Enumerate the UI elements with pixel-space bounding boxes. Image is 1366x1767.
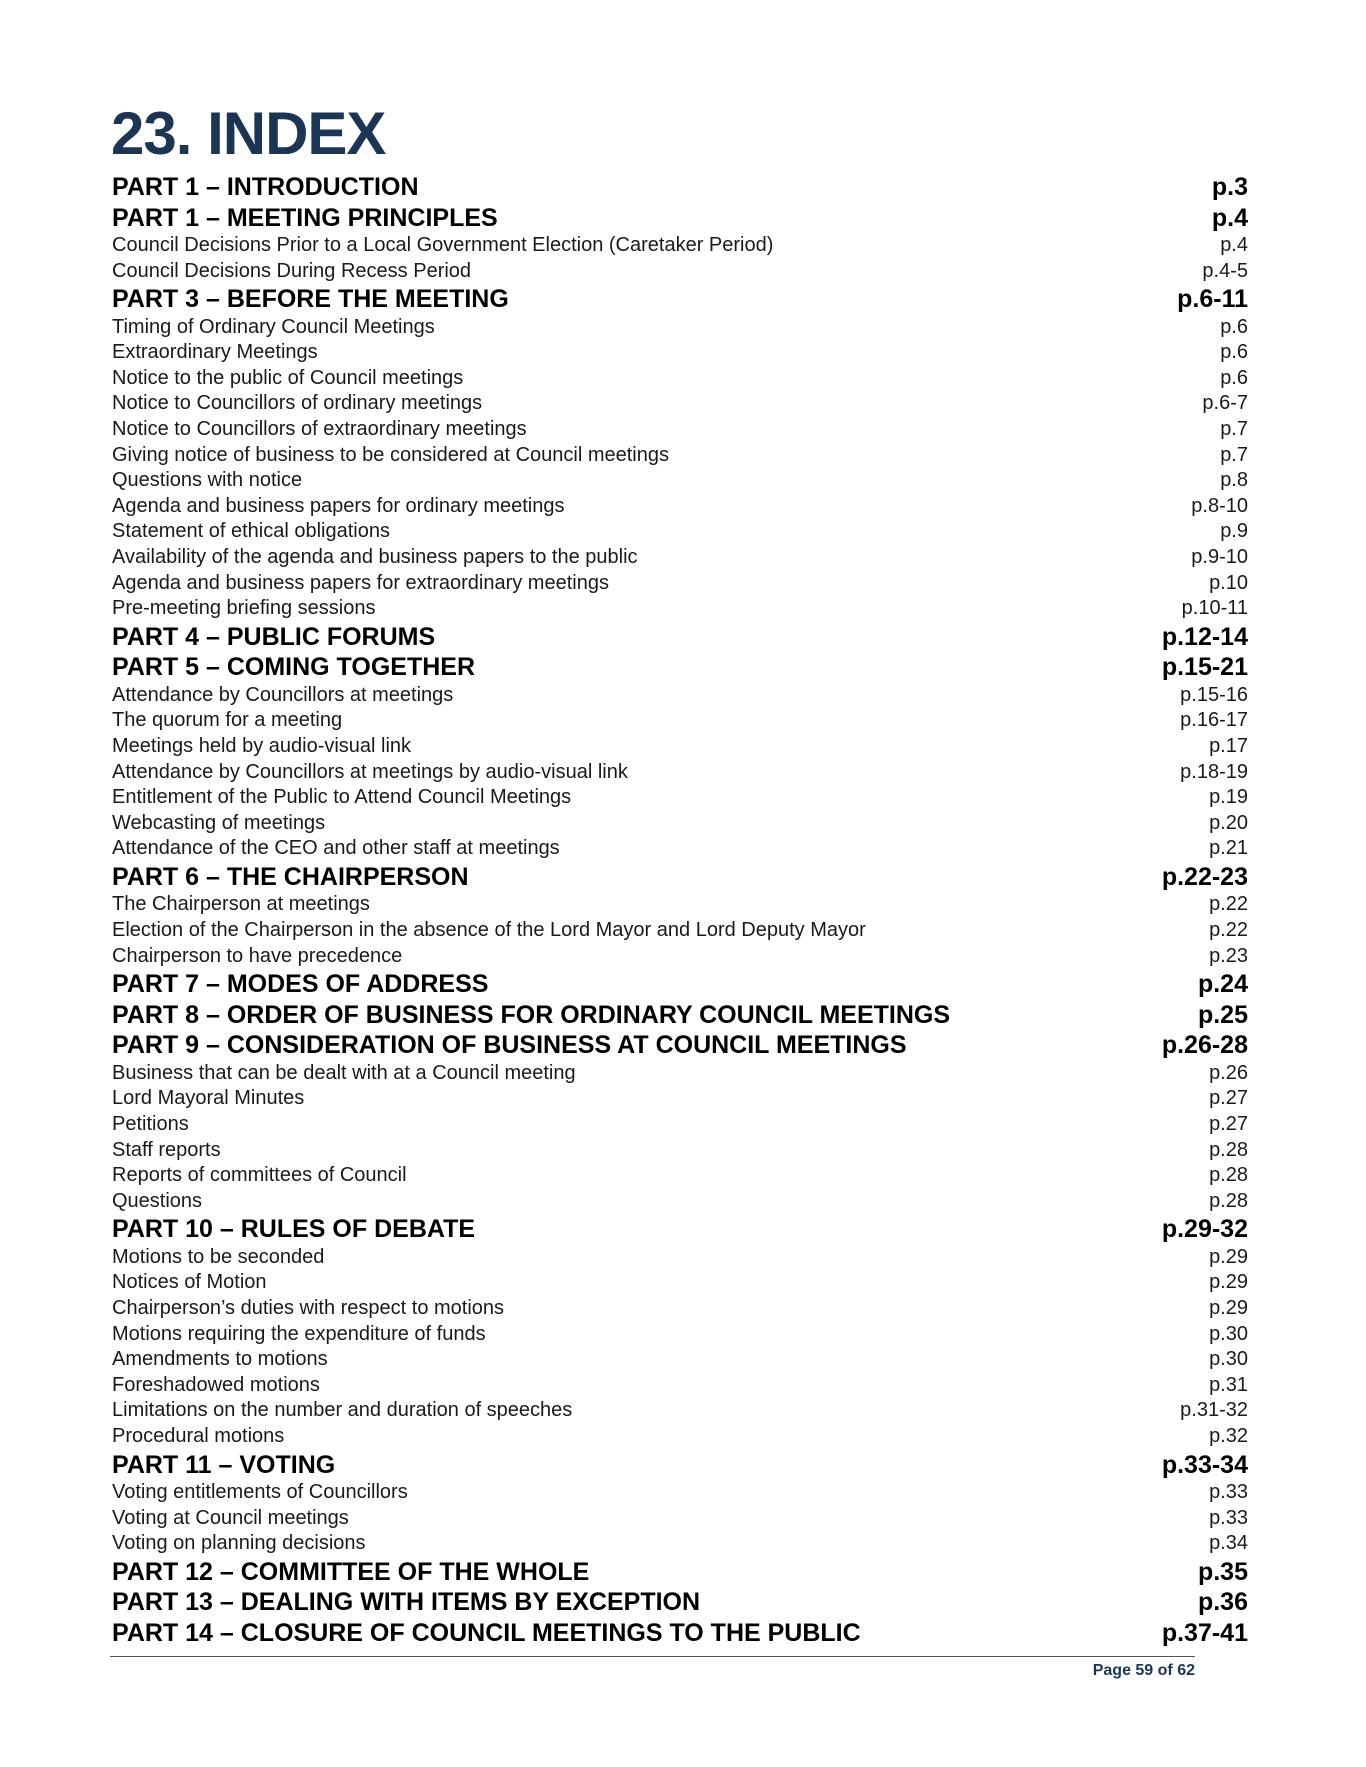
page-reference: p.29 — [1209, 1297, 1248, 1319]
entry-title: Notice to Councillors of extraordinary meetings — [112, 418, 527, 441]
index-section-heading — [112, 1587, 1248, 1618]
entry-title: Giving notice of business to be considered at Council meetings — [112, 443, 669, 466]
page-reference: p.8-10 — [1191, 494, 1248, 517]
index-entry — [112, 918, 1248, 944]
entry-title: Limitations on the number and duration of speeches — [112, 1399, 573, 1422]
index-section-heading — [112, 203, 1248, 234]
page-reference: p.30 — [1209, 1348, 1248, 1371]
index-section-heading — [112, 1000, 1248, 1031]
index-entry — [112, 785, 1248, 811]
page-reference: p.26 — [1209, 1061, 1248, 1084]
section-title: PART 7 – MODES OF ADDRESS — [112, 970, 489, 999]
entry-title: Attendance by Councillors at meetings — [112, 683, 454, 706]
section-title: PART 4 – PUBLIC FORUMS — [112, 622, 436, 651]
index-list — [112, 172, 1248, 1648]
entry-title: Council Decisions Prior to a Local Government Election (Caretaker Period) — [112, 234, 774, 256]
section-title: PART 6 – THE CHAIRPERSON — [112, 862, 469, 891]
entry-title: Election of the Chairperson in the absence of the Lord Mayor and Lord Deputy Mayor — [112, 919, 866, 942]
section-title: PART 9 – CONSIDERATION OF BUSINESS AT COUNCIL MEETINGS — [112, 1031, 907, 1060]
index-entry — [112, 683, 1248, 709]
page-reference: p.28 — [1209, 1164, 1248, 1187]
section-title: PART 10 – RULES OF DEBATE — [112, 1215, 476, 1244]
entry-title: Amendments to motions — [112, 1348, 328, 1371]
page-reference: p.19 — [1209, 786, 1248, 809]
entry-title: Notice to Councillors of ordinary meetings — [112, 392, 483, 415]
page-reference: p.10 — [1209, 571, 1248, 594]
page-reference: p.33-34 — [1161, 1450, 1248, 1479]
section-title: PART 13 – DEALING WITH ITEMS BY EXCEPTION — [112, 1588, 701, 1617]
index-entry — [112, 1189, 1248, 1215]
entry-title: Voting at Council meetings — [112, 1506, 349, 1529]
page-reference: p.22 — [1209, 919, 1248, 942]
page-reference: p.12-14 — [1161, 622, 1248, 651]
index-entry — [112, 443, 1248, 469]
index-entry — [112, 1296, 1248, 1322]
index-entry — [112, 391, 1248, 417]
page-reference: p.9 — [1220, 520, 1248, 543]
page-reference: p.4-5 — [1202, 259, 1248, 282]
page-reference: p.18-19 — [1180, 760, 1248, 783]
index-section-heading — [112, 1214, 1248, 1245]
page-reference: p.6-7 — [1202, 392, 1248, 415]
page-reference: p.20 — [1209, 811, 1248, 834]
page-number: Page 59 of 62 — [1092, 1662, 1195, 1679]
page-reference: p.21 — [1209, 837, 1248, 860]
index-entry — [112, 836, 1248, 862]
index-entry — [112, 259, 1248, 285]
entry-title: Meetings held by audio-visual link — [112, 735, 412, 757]
entry-title: Agenda and business papers for ordinary meetings — [112, 494, 565, 517]
entry-title: Motions to be seconded — [112, 1245, 325, 1268]
page-reference: p.6 — [1220, 366, 1248, 389]
entry-title: The Chairperson at meetings — [112, 893, 370, 916]
index-section-heading — [112, 969, 1248, 1000]
index-entry — [112, 1086, 1248, 1112]
section-title: PART 12 – COMMITTEE OF THE WHOLE — [112, 1557, 590, 1586]
index-entry — [112, 892, 1248, 918]
index-entry — [112, 1061, 1248, 1087]
index-entry — [112, 1270, 1248, 1296]
index-section-heading — [112, 1618, 1248, 1649]
entry-title: Pre-meeting briefing sessions — [112, 597, 376, 620]
entry-title: Chairperson’s duties with respect to motions — [112, 1297, 505, 1319]
page-reference: p.23 — [1209, 944, 1248, 967]
page-reference: p.4 — [1211, 203, 1248, 232]
entry-title: Staff reports — [112, 1138, 221, 1161]
index-entry — [112, 468, 1248, 494]
index-section-heading — [112, 652, 1248, 683]
entry-title: Questions — [112, 1189, 203, 1212]
index-section-heading — [112, 862, 1248, 893]
page-reference: p.31 — [1209, 1373, 1248, 1396]
page-reference: p.7 — [1220, 443, 1248, 466]
entry-title: Entitlement of the Public to Attend Council Meetings — [112, 786, 572, 809]
page-reference: p.22-23 — [1161, 862, 1248, 891]
index-entry — [112, 1424, 1248, 1450]
page-reference: p.16-17 — [1180, 709, 1248, 732]
page-reference: p.10-11 — [1181, 597, 1248, 620]
entry-title: Reports of committees of Council — [112, 1164, 407, 1187]
index-entry — [112, 708, 1248, 734]
page-reference: p.36 — [1197, 1588, 1248, 1617]
page-reference: p.6 — [1220, 341, 1248, 364]
section-title: PART 14 – CLOSURE OF COUNCIL MEETINGS TO THE PUBLIC — [112, 1618, 861, 1647]
entry-title: Attendance by Councillors at meetings by audio-visual link — [112, 760, 628, 783]
page-reference: p.27 — [1209, 1112, 1248, 1135]
page-reference: p.15-16 — [1180, 683, 1248, 706]
entry-title: Attendance of the CEO and other staff at meetings — [112, 837, 560, 860]
section-title: PART 11 – VOTING — [112, 1450, 336, 1479]
entry-title: Foreshadowed motions — [112, 1373, 320, 1396]
page-reference: p.9-10 — [1191, 546, 1248, 569]
index-section-heading — [112, 1450, 1248, 1481]
entry-title: Council Decisions During Recess Period — [112, 259, 472, 282]
index-entry — [112, 1373, 1248, 1399]
page-reference: p.3 — [1211, 173, 1248, 201]
index-entry — [112, 340, 1248, 366]
entry-title: Voting entitlements of Councillors — [112, 1481, 408, 1504]
index-entry — [112, 494, 1248, 520]
page-reference: p.6 — [1220, 315, 1248, 338]
index-entry — [112, 944, 1248, 970]
page-reference: p.33 — [1209, 1481, 1248, 1504]
index-entry — [112, 519, 1248, 545]
index-entry — [112, 1163, 1248, 1189]
page-reference: p.29-32 — [1161, 1215, 1248, 1244]
page-reference: p.37-41 — [1161, 1618, 1248, 1647]
entry-title: Notices of Motion — [112, 1271, 267, 1294]
page-reference: p.29 — [1209, 1271, 1248, 1294]
index-entry — [112, 1245, 1248, 1271]
entry-title: Questions with notice — [112, 469, 303, 492]
section-title: PART 8 – ORDER OF BUSINESS FOR ORDINARY COUNCIL MEETINGS — [112, 1000, 951, 1029]
entry-title: Notice to the public of Council meetings — [112, 366, 464, 389]
entry-title: Statement of ethical obligations — [112, 520, 390, 543]
index-entry — [112, 315, 1248, 341]
page-reference: p.8 — [1220, 469, 1248, 492]
index-entry — [112, 1112, 1248, 1138]
entry-title: Extraordinary Meetings — [112, 341, 318, 364]
entry-title: Chairperson to have precedence — [112, 944, 403, 967]
entry-title: Availability of the agenda and business papers to the public — [112, 546, 638, 569]
page-reference: p.29 — [1209, 1245, 1248, 1268]
index-entry — [112, 811, 1248, 837]
index-section-heading — [112, 284, 1248, 315]
entry-title: Webcasting of meetings — [112, 811, 326, 834]
section-title: PART 1 – INTRODUCTION — [112, 173, 419, 201]
page-reference: p.25 — [1197, 1000, 1248, 1029]
page-reference: p.31-32 — [1180, 1399, 1248, 1422]
page-reference: p.32 — [1209, 1424, 1248, 1447]
index-entry — [112, 1480, 1248, 1506]
index-entry — [112, 366, 1248, 392]
page-reference: p.24 — [1197, 970, 1248, 999]
page-reference: p.26-28 — [1161, 1031, 1248, 1060]
entry-title: Business that can be dealt with at a Council meeting — [112, 1061, 576, 1084]
entry-title: Timing of Ordinary Council Meetings — [112, 315, 435, 338]
section-title: PART 1 – MEETING PRINCIPLES — [112, 203, 498, 232]
entry-title: Petitions — [112, 1112, 189, 1135]
entry-title: The quorum for a meeting — [112, 709, 343, 732]
page-reference: p.27 — [1209, 1087, 1248, 1110]
index-entry — [112, 1322, 1248, 1348]
index-entry — [112, 233, 1248, 259]
page-reference: p.33 — [1209, 1506, 1248, 1529]
entry-title: Agenda and business papers for extraordinary meetings — [112, 571, 609, 594]
index-entry — [112, 1347, 1248, 1373]
index-entry — [112, 571, 1248, 597]
page-reference: p.4 — [1220, 234, 1248, 256]
page-reference: p.22 — [1209, 893, 1248, 916]
index-entry — [112, 1398, 1248, 1424]
entry-title: Motions requiring the expenditure of funds — [112, 1322, 486, 1345]
page-reference: p.28 — [1209, 1138, 1248, 1161]
index-entry — [112, 1138, 1248, 1164]
index-entry — [112, 1506, 1248, 1532]
footer-divider — [110, 1656, 1195, 1657]
section-title: PART 3 – BEFORE THE MEETING — [112, 285, 509, 314]
entry-title: Lord Mayoral Minutes — [112, 1087, 305, 1110]
section-title: PART 5 – COMING TOGETHER — [112, 653, 476, 682]
entry-title: Voting on planning decisions — [112, 1532, 366, 1555]
index-section-heading — [112, 622, 1248, 653]
page-reference: p.15-21 — [1161, 653, 1248, 682]
index-entry — [112, 734, 1248, 760]
index-section-heading — [112, 1557, 1248, 1588]
page-reference: p.7 — [1220, 418, 1248, 441]
page-reference: p.28 — [1209, 1189, 1248, 1212]
index-entry — [112, 417, 1248, 443]
index-entry — [112, 545, 1248, 571]
index-entry — [112, 596, 1248, 622]
page-reference: p.35 — [1197, 1557, 1248, 1586]
page-reference: p.6-11 — [1177, 285, 1248, 314]
index-entry — [112, 1531, 1248, 1557]
entry-title: Procedural motions — [112, 1424, 285, 1447]
index-section-heading — [112, 1030, 1248, 1061]
page-reference: p.34 — [1209, 1532, 1248, 1555]
index-section-heading — [112, 172, 1248, 203]
page-title: 23. INDEX — [111, 100, 386, 167]
page-reference: p.17 — [1209, 735, 1248, 757]
page-reference: p.30 — [1209, 1322, 1248, 1345]
index-entry — [112, 760, 1248, 786]
